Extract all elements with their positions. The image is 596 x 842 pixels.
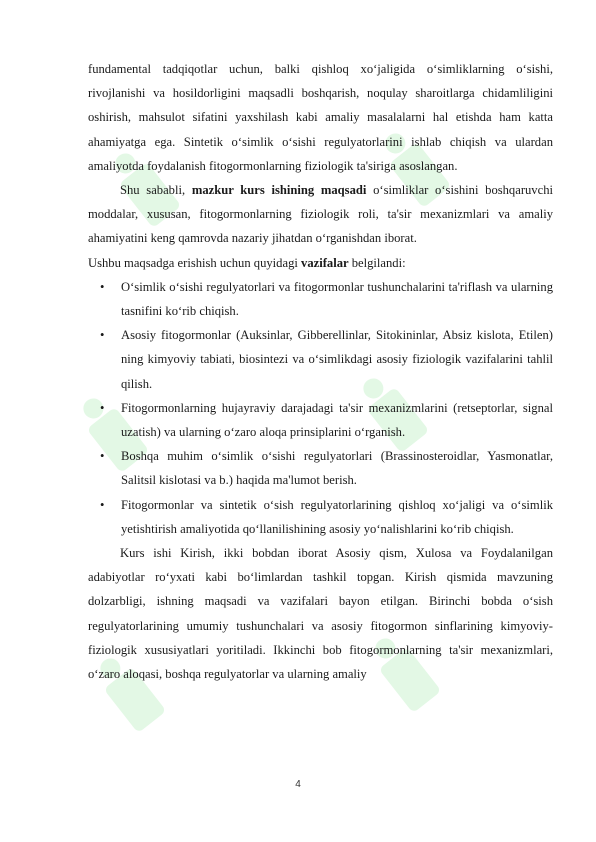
goal-text-end: o‘simliklar o‘sishini boshqaruvchi moddalar, xususan, fitogormonlarning fiziologik roli, ta'sir mexanizmlari va amaliy ahamiyatini keng qamrovda nazariy jihatdan o‘rganishdan iborat. xyxy=(88,183,553,246)
tasks-list xyxy=(88,275,553,541)
tasks-bold: vazifalar xyxy=(301,255,349,270)
bullet-icon: • xyxy=(100,328,105,343)
paragraph-intro: fundamental tadqiqotlar uchun, balki qishloq xo‘jaligida o‘simliklarning o‘sishi, rivojlanishi va hosildorligini maqsadli boshqarish, noqulay sharoitlarga chidamliligini oshirish, mahsulot sifatini yaxshilash kabi amaliy masalalarni hal etishda ham katta ahamiyatga ega. Sintetik o‘simlik o‘sishi regulyatorlarini ishlab chiqish va ulardan amaliyotda foydalanish fitogormonlarning fiziologik ta'siriga asoslangan. xyxy=(88,62,553,173)
list-item xyxy=(88,396,553,444)
bullet-icon: • xyxy=(100,400,105,415)
tasks-intro-start: Ushbu maqsadga erishish uchun quyidagi xyxy=(88,255,302,270)
tasks-intro-end: belgilandi: xyxy=(348,255,406,270)
list-item xyxy=(88,275,553,323)
goal-bold: mazkur kurs ishining maqsadi xyxy=(191,183,367,198)
paragraph-goal xyxy=(88,178,553,251)
list-item xyxy=(88,444,553,492)
list-item-text: O‘simlik o‘sishi regulyatorlari va fitogormonlar tushunchalarini ta'riflash va ularning tasnifini ko‘rib chiqish. xyxy=(121,279,553,319)
list-item-text: Fitogormonlar va sintetik o‘sish regulyatorlarining qishloq xo‘jaligi va o‘simlik yetishtirish amaliyotida qo‘llanilishining asosiy yo‘nalishlarini ko‘rib chiqish. xyxy=(121,497,553,536)
page-number: 4 xyxy=(295,779,301,790)
list-item xyxy=(88,323,553,396)
paragraph-structure: Kurs ishi Kirish, ikki bobdan iborat Asosiy qism, Xulosa va Foydalanilgan adabiyotlar ro‘yxati kabi bo‘limlardan tashkil topgan. Kirish qismida mavzuning dolzarbligi, ishning maqsadi va vazifalari bayon etilgan. Birinchi bobda o‘sish regulyatorlarining umumiy tushunchalari va asosiy fitogormon sinflarining kimyoviy-fiziologik xususiyatlari yoritiladi. Ikkinchi bob fitogormonlarning ta'sir mexanizmlari, o‘zaro aloqasi, boshqa regulyatorlar va ularning amaliy xyxy=(88,546,553,682)
paragraph-tasks-intro xyxy=(88,251,553,275)
bullet-icon: • xyxy=(100,279,105,294)
list-item-text: Asosiy fitogormonlar (Auksinlar, Gibberellinlar, Sitokininlar, Absiz kislota, Etilen) ning kimyoviy tabiati, biosintezi va o‘simlikdagi asosiy fiziologik vazifalarini tahlil qilish. xyxy=(121,328,553,391)
page-content xyxy=(88,57,553,686)
list-item-text: Boshqa muhim o‘simlik o‘sishi regulyatorlari (Brassinosteroidlar, Yasmonatlar, Salitsil kislotasi va b.) haqida ma'lumot berish. xyxy=(121,449,553,488)
bullet-icon: • xyxy=(100,449,105,464)
list-item-text: Fitogormonlarning hujayraviy darajadagi ta'sir mexanizmlarini (retseptorlar, signal uzatish) va ularning o‘zaro aloqa prinsiplarini o‘rganish. xyxy=(121,400,553,440)
goal-text-start: Shu sababli, xyxy=(120,183,192,198)
bullet-icon: • xyxy=(100,497,105,512)
list-item xyxy=(88,493,553,541)
